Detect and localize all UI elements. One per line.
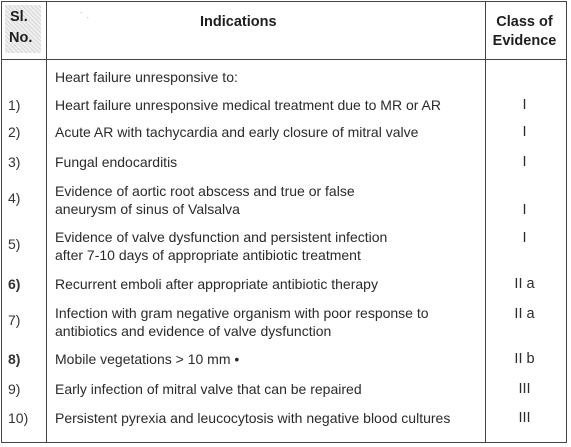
- class-of-evidence: III: [518, 381, 531, 397]
- indication-text: after 7-10 days of appropriate antibiotic treatment: [55, 247, 361, 263]
- row-number: 10): [8, 410, 29, 426]
- indication-text: Fungal endocarditis: [55, 154, 178, 170]
- indication-text: Persistent pyrexia and leucocytosis with negative blood cultures: [55, 410, 451, 426]
- indication-text: Mobile vegetations > 10 mm •: [55, 351, 240, 367]
- indication-text: Infection with gram negative organism with poor response to: [55, 305, 429, 321]
- intro-text: Heart failure unresponsive to:: [55, 69, 238, 85]
- class-of-evidence: I: [522, 154, 527, 170]
- class-header-line1: Class of: [496, 14, 553, 30]
- row-number: 6): [8, 276, 21, 292]
- column-divider-sl: [46, 2, 47, 442]
- class-of-evidence: I: [522, 230, 527, 246]
- class-of-evidence: II b: [514, 351, 535, 367]
- row-number: 4): [8, 190, 21, 206]
- indication-text: Acute AR with tachycardia and early closure of mitral valve: [55, 124, 419, 140]
- indication-text: Evidence of aortic root abscess and true or false: [55, 183, 355, 199]
- indication-text: antibiotics and evidence of valve dysfunction: [55, 323, 332, 339]
- row-number: 1): [8, 97, 21, 113]
- indication-text: Heart failure unresponsive medical treatment due to MR or AR: [55, 97, 441, 113]
- class-of-evidence: II a: [514, 276, 535, 292]
- indications-table: [1, 1, 567, 443]
- class-of-evidence: I: [522, 97, 527, 113]
- row-number: 9): [8, 381, 21, 397]
- row-number: 8): [8, 351, 21, 367]
- row-number: 3): [8, 154, 21, 170]
- row-number: 5): [8, 236, 21, 252]
- indication-text: Recurrent emboli after appropriate antibiotic therapy: [55, 276, 378, 292]
- sl-header-line2: No.: [9, 30, 33, 46]
- row-number: 2): [8, 124, 21, 140]
- class-of-evidence: III: [518, 410, 531, 426]
- column-divider-class: [485, 2, 486, 442]
- class-of-evidence: I: [522, 124, 527, 140]
- class-of-evidence: I: [522, 202, 527, 218]
- indication-text: Evidence of valve dysfunction and persistent infection: [55, 229, 388, 245]
- indication-text: Early infection of mitral valve that can be repaired: [55, 381, 362, 397]
- scan-marks: ˊ ˎ: [80, 13, 89, 19]
- indications-header: Indications: [200, 14, 277, 30]
- class-of-evidence: II a: [514, 306, 535, 322]
- indication-text: aneurysm of sinus of Valsalva: [55, 201, 240, 217]
- sl-header-line1: Sl.: [10, 9, 28, 25]
- class-header-line2: Evidence: [492, 33, 557, 49]
- header-divider: [2, 59, 566, 60]
- row-number: 7): [8, 312, 21, 328]
